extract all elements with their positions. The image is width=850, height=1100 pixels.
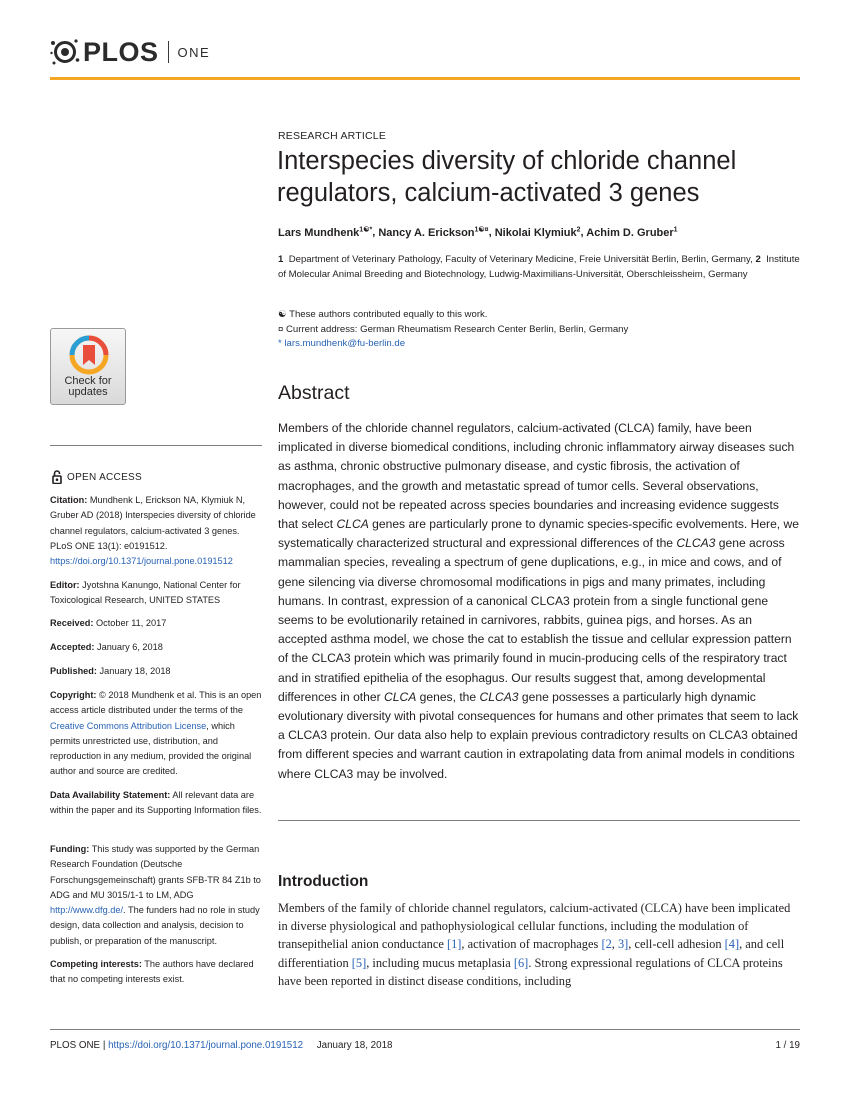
corresponding-email: * lars.mundhenk@fu-berlin.de <box>278 338 406 349</box>
data-availability-block: Data Availability Statement: All relevant data are within the paper and its Supporting Information files. <box>50 790 262 816</box>
citation-ref[interactable]: 3] <box>617 937 629 952</box>
citation-doi-link[interactable]: https://doi.org/10.1371/journal.pone.0191512 <box>50 556 233 567</box>
open-access-label: OPEN ACCESS <box>52 470 142 484</box>
page-footer: PLOS ONE | https://doi.org/10.1371/journal.pone.0191512 January 18, 2018 <box>50 1040 393 1051</box>
competing-interests-block: Competing interests: The authors have declared that no competing interests exist. <box>50 959 254 985</box>
check-for-updates-icon <box>69 335 109 375</box>
author-notes <box>278 308 798 352</box>
affiliations: 1 Department of Veterinary Pathology, Faculty of Veterinary Medicine, Freie Universität Berlin, Berlin, Germany, 2 Institute of Molecular Animal Breeding and Biotechnology, Ludwig-Maximilians-Universität, Oberschleissheim, Germany <box>278 254 800 280</box>
author[interactable]: Achim D. Gruber$^1$ <box>586 226 678 239</box>
introduction-heading: Introduction <box>278 873 369 890</box>
citation-ref[interactable]: [5] <box>351 955 367 970</box>
author[interactable]: Nancy A. Erickson$^{1☯¤}$ <box>378 226 489 239</box>
introduction-text: Members of the family of chloride channel regulators, calcium-activated (CLCA) have been implicated in diverse physiological and pathophysiological cellular functions, including the modulation of transepithelial anion conductance [1], activation of macrophages [2, 3], cell-cell adhesion [4], and cell differentiation [5], including mucus metaplasia [6]. Strong expressional regulations of CLCA proteins have been reported in distinct disease conditions, including <box>278 901 791 988</box>
journal-header <box>50 34 210 70</box>
article-type: RESEARCH ARTICLE <box>278 130 387 142</box>
plos-logo-icon <box>50 37 80 67</box>
author[interactable]: Nikolai Klymiuk$^2$ <box>494 226 581 239</box>
footer-doi-link[interactable]: https://doi.org/10.1371/journal.pone.0191512 <box>108 1040 304 1051</box>
citation-block: Citation: Mundhenk L, Erickson NA, Klymiuk N, Gruber AD (2018) Interspecies diversity of chloride channel regulators, calcium-activated 3 genes. PLoS ONE 13(1): e0191512. https://doi.org/10.1371/journal.pone.0191512 <box>50 495 256 567</box>
license-link[interactable]: Creative Commons Attribution License <box>50 720 207 731</box>
check-for-updates-label: Check for updates <box>64 375 112 398</box>
check-for-updates-badge[interactable] <box>50 328 126 405</box>
published-block: Published: January 18, 2018 <box>50 666 171 676</box>
accepted-block: Accepted: January 6, 2018 <box>50 642 163 652</box>
page-number: 1 / 19 <box>775 1040 800 1051</box>
abstract-heading: Abstract <box>278 382 350 404</box>
citation-ref[interactable]: [4] <box>724 937 740 952</box>
funding-link[interactable]: http://www.dfg.de/ <box>50 905 124 916</box>
article-title: Interspecies diversity of chloride channel regulators, calcium-activated 3 genes <box>277 147 737 207</box>
funding-block: Funding: This study was supported by the German Research Foundation (Deutsche Forschungsgemeinschaft) grants SFB-TR 84 Z1b to ADG and MU 3015/1-1 to LM, ADG http://www.dfg.de/. The funders had no role in study design, data collection and analysis, decision to publish, or preparation of the manuscript. <box>50 844 261 946</box>
citation-ref[interactable]: [2 <box>601 937 612 952</box>
received-block: Received: October 11, 2017 <box>50 618 167 628</box>
citation-ref[interactable]: [6] <box>513 955 529 970</box>
journal-name: ONE <box>177 44 211 60</box>
footer-divider <box>50 1029 800 1030</box>
equal-contribution-note: ☯ These authors contributed equally to this work. <box>278 309 488 320</box>
editor-block: Editor: Jyotshna Kanungo, National Center for Toxicological Research, UNITED STATES <box>50 580 241 606</box>
citation-ref[interactable]: [1] <box>446 937 462 952</box>
author-list: Lars Mundhenk$^{1☯*}$, Nancy A. Erickson$^{1☯¤}$, Nikolai Klymiuk$^2$, Achim D. Gruber$^1$ <box>278 226 678 239</box>
author[interactable]: Lars Mundhenk$^{1☯*}$ <box>278 226 373 239</box>
plos-logo-text: PLOS <box>83 36 159 67</box>
logo-divider <box>168 41 169 63</box>
abstract-text: Members of the chloride channel regulators, calcium-activated (CLCA) family, have been implicated in diverse biomedical conditions, including chronic inflammatory airway diseases such as asthma, chronic obstructive pulmonary disease, and cystic fibrosis, the activation of macrophages, and the growth and metastatic spread of tumor cells. Several observations, however, could not be repeated across species boundaries and increasing evidence suggests that select CLCA genes are particularly prone to dynamic species-specific evolvements. Here, we systematically characterized structural and expressional differences of the CLCA3 gene across mammalian species, revealing a spectrum of gene duplications, e.g., in mice and cows, and of gene silencing via diverse chromosomal modifications in pigs and many primates, including humans. In contrast, expression of a canonical CLCA3 protein from a single functional gene seems to be evolutionarily retained in carnivores, rabbits, guinea pigs, and horses. As an accepted asthma model, we chose the cat to establish the tissue and cellular expression pattern of the CLCA3 protein which was primarily found in mucin-producing cells of the respiratory tract and in stratified epithelia of the esophagus. Our results suggest that, among developmental differences in other CLCA genes, the CLCA3 gene possesses a particularly high dynamic evolutionary diversity with pivotal consequences for humans and other primates that seem to lack a CLCA3 protein. Our data also help to explain previous contradictory results on CLCA3 obtained from different species and warrant caution in extrapolating data from animal models in conditions where CLCA3 may be involved. <box>278 421 799 781</box>
header-accent-rule <box>50 77 800 80</box>
abstract-divider <box>278 820 800 821</box>
sidebar-divider <box>50 445 262 446</box>
email-link[interactable]: lars.mundhenk@fu-berlin.de <box>284 338 406 349</box>
current-address-note: ¤ Current address: German Rheumatism Research Center Berlin, Berlin, Germany <box>278 323 629 335</box>
open-access-lock-icon <box>52 470 62 484</box>
copyright-block: Copyright: © 2018 Mundhenk et al. This is an open access article distributed under the terms of the Creative Commons Attribution License, which permits unrestricted use, distribution, and reproduction in any medium, provided the original author and source are credited. <box>50 690 262 777</box>
